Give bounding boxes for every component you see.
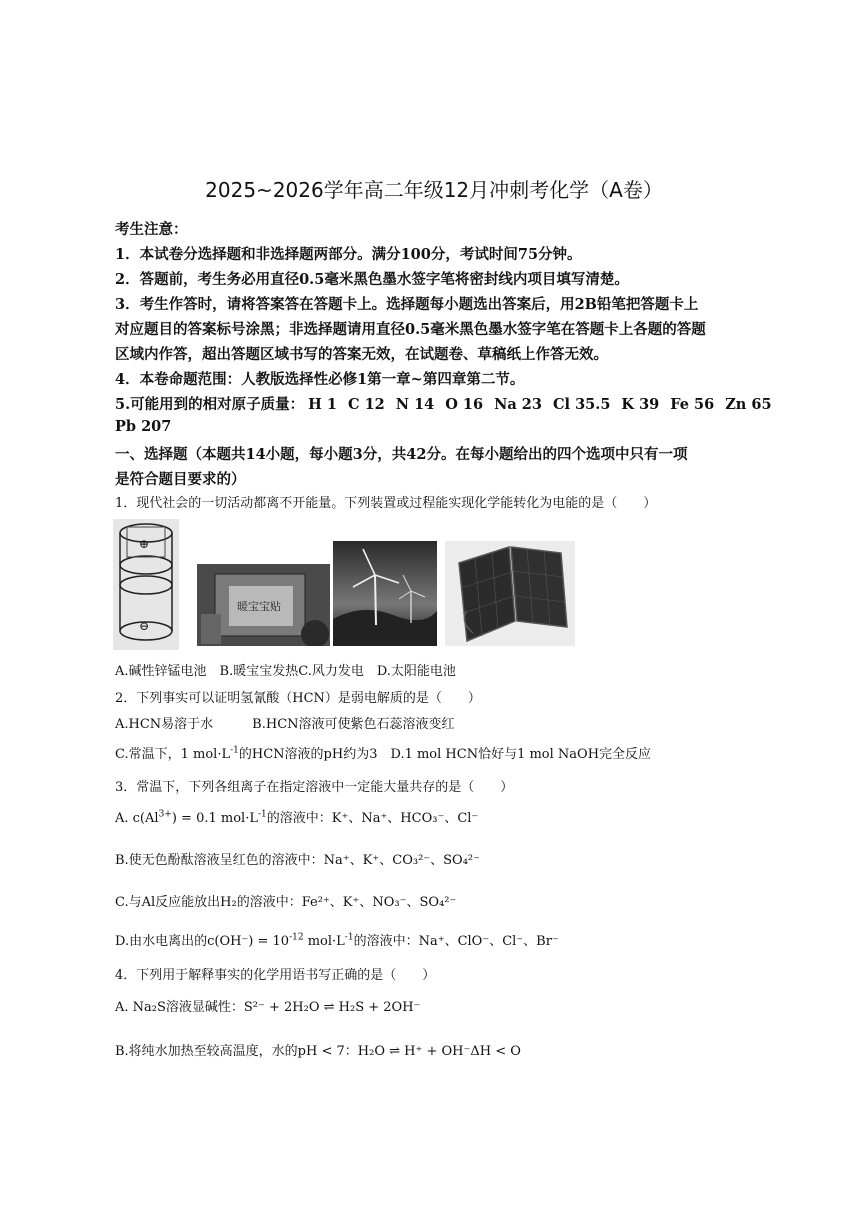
q3-d-unit: mol·L: [303, 934, 345, 949]
q3-d-unit-exponent: -1: [344, 932, 354, 943]
q3-a-concentration: ) = 0.1 mol·L: [171, 811, 258, 826]
q3-d-ions: 的溶液中：Na⁺、ClO⁻、Cl⁻、Br⁻: [353, 934, 559, 949]
notice-item-5-cont: Pb 207: [115, 418, 172, 435]
q3-d-exponent: -12: [289, 932, 304, 943]
q3-a-exponent: -1: [257, 809, 267, 820]
question-3-option-c: C.与Al反应能放出H₂的溶液中：Fe²⁺、K⁺、NO₃⁻、SO₄²⁻: [115, 895, 457, 910]
q3-a-prefix: A. c(Al: [115, 811, 159, 826]
hand-warmer-image: [197, 564, 330, 646]
notice-item-2: 2．答题前，考生务必用直径0.5毫米黑色墨水签字笔将密封线内项目填写清楚。: [115, 271, 629, 288]
atom-mass: K 39: [621, 396, 660, 413]
question-1-stem: 1．现代社会的一切活动都离不开能量。下列装置或过程能实现化学能转化为电能的是（ ）: [115, 496, 657, 511]
atom-mass: Na 23: [494, 396, 542, 413]
question-4-option-b: B.将纯水加热至较高温度，水的pH < 7：H₂O ⇌ H⁺ + OH⁻ΔH < O: [115, 1044, 521, 1059]
battery-image: [113, 519, 179, 650]
atom-mass: H 1: [308, 396, 337, 413]
q3-d-prefix: D.由水电离出的c(OH⁻) = 10: [115, 934, 290, 949]
q2-c-suffix: 的HCN溶液的pH约为3 D.1 mol HCN恰好与1 mol NaOH完全反应: [238, 747, 652, 762]
plus-terminal: ⊕: [139, 537, 150, 551]
section-heading: 一、选择题（本题共14小题，每小题3分，共42分。在每小题给出的四个选项中只有一项: [115, 446, 688, 463]
q2-c-prefix: C.常温下，: [115, 747, 181, 762]
solar-panel-image: [445, 541, 575, 646]
notice-item-3-cont2: 区域内作答，超出答题区域书写的答案无效，在试题卷、草稿纸上作答无效。: [115, 346, 608, 363]
question-3-stem: 3．常温下，下列各组离子在指定溶液中一定能大量共存的是（ ）: [115, 780, 514, 795]
wind-turbine-image: [333, 541, 437, 646]
exam-title: 2025~2026学年高二年级12月冲刺考化学（A卷）: [205, 178, 663, 202]
question-2-option-cd: [115, 743, 651, 762]
question-4-option-a: A. Na₂S溶液显碱性：S²⁻ + 2H₂O ⇌ H₂S + 2OH⁻: [115, 1000, 421, 1015]
notice-item-5: [115, 393, 772, 414]
notice-item-1: 1．本试卷分选择题和非选择题两部分。满分100分，考试时间75分钟。: [115, 246, 582, 263]
question-2-stem: 2．下列事实可以证明氢氰酸（HCN）是弱电解质的是（ ）: [115, 691, 481, 706]
notice-item-4: 4．本卷命题范围：人教版选择性必修1第一章~第四章第二节。: [115, 371, 525, 388]
wind-turbine-icon: [333, 541, 437, 646]
atoms-prefix: 5.可能用到的相对原子质量：: [115, 396, 305, 413]
atom-mass: O 16: [445, 396, 484, 413]
q3-a-ions: 的溶液中：K⁺、Na⁺、HCO₃⁻、Cl⁻: [266, 811, 479, 826]
q2-c-exponent: -1: [230, 745, 239, 756]
warmer-label: 暖宝宝贴: [237, 600, 281, 613]
question-4-stem: 4．下列用于解释事实的化学用语书写正确的是（ ）: [115, 968, 436, 983]
atom-mass: N 14: [395, 396, 435, 413]
question-2-options-ab: A.HCN易溶于水 B.HCN溶液可使紫色石蕊溶液变红: [115, 717, 455, 732]
atom-mass: Cl 35.5: [553, 396, 611, 413]
atom-mass: Zn 65: [725, 396, 772, 413]
question-3-option-a: [115, 807, 478, 826]
atom-mass: Fe 56: [670, 396, 715, 413]
notice-item-3-cont: 对应题目的答案标号涂黑；非选择题请用直径0.5毫米黑色墨水签字笔在答题卡上各题的答题: [115, 321, 706, 338]
notice-heading: 考生注意：: [115, 221, 188, 238]
q3-a-charge: 3+: [158, 809, 172, 820]
minus-terminal: ⊖: [139, 619, 150, 633]
question-3-option-b: B.使无色酚酞溶液呈红色的溶液中：Na⁺、K⁺、CO₃²⁻、SO₄²⁻: [115, 853, 480, 868]
notice-item-3: 3．考生作答时，请将答案答在答题卡上。选择题每小题选出答案后，用2B铅笔把答题卡上: [115, 296, 699, 313]
q2-c-formula: 1 mol·L: [180, 747, 231, 762]
question-1-options: A.碱性锌锰电池 B.暖宝宝发热C.风力发电 D.太阳能电池: [115, 664, 456, 679]
solar-panel-icon: [445, 541, 575, 646]
section-heading-cont: 是符合题目要求的）: [115, 471, 246, 488]
atom-mass: C 12: [347, 396, 385, 413]
question-3-option-d: [115, 930, 559, 949]
